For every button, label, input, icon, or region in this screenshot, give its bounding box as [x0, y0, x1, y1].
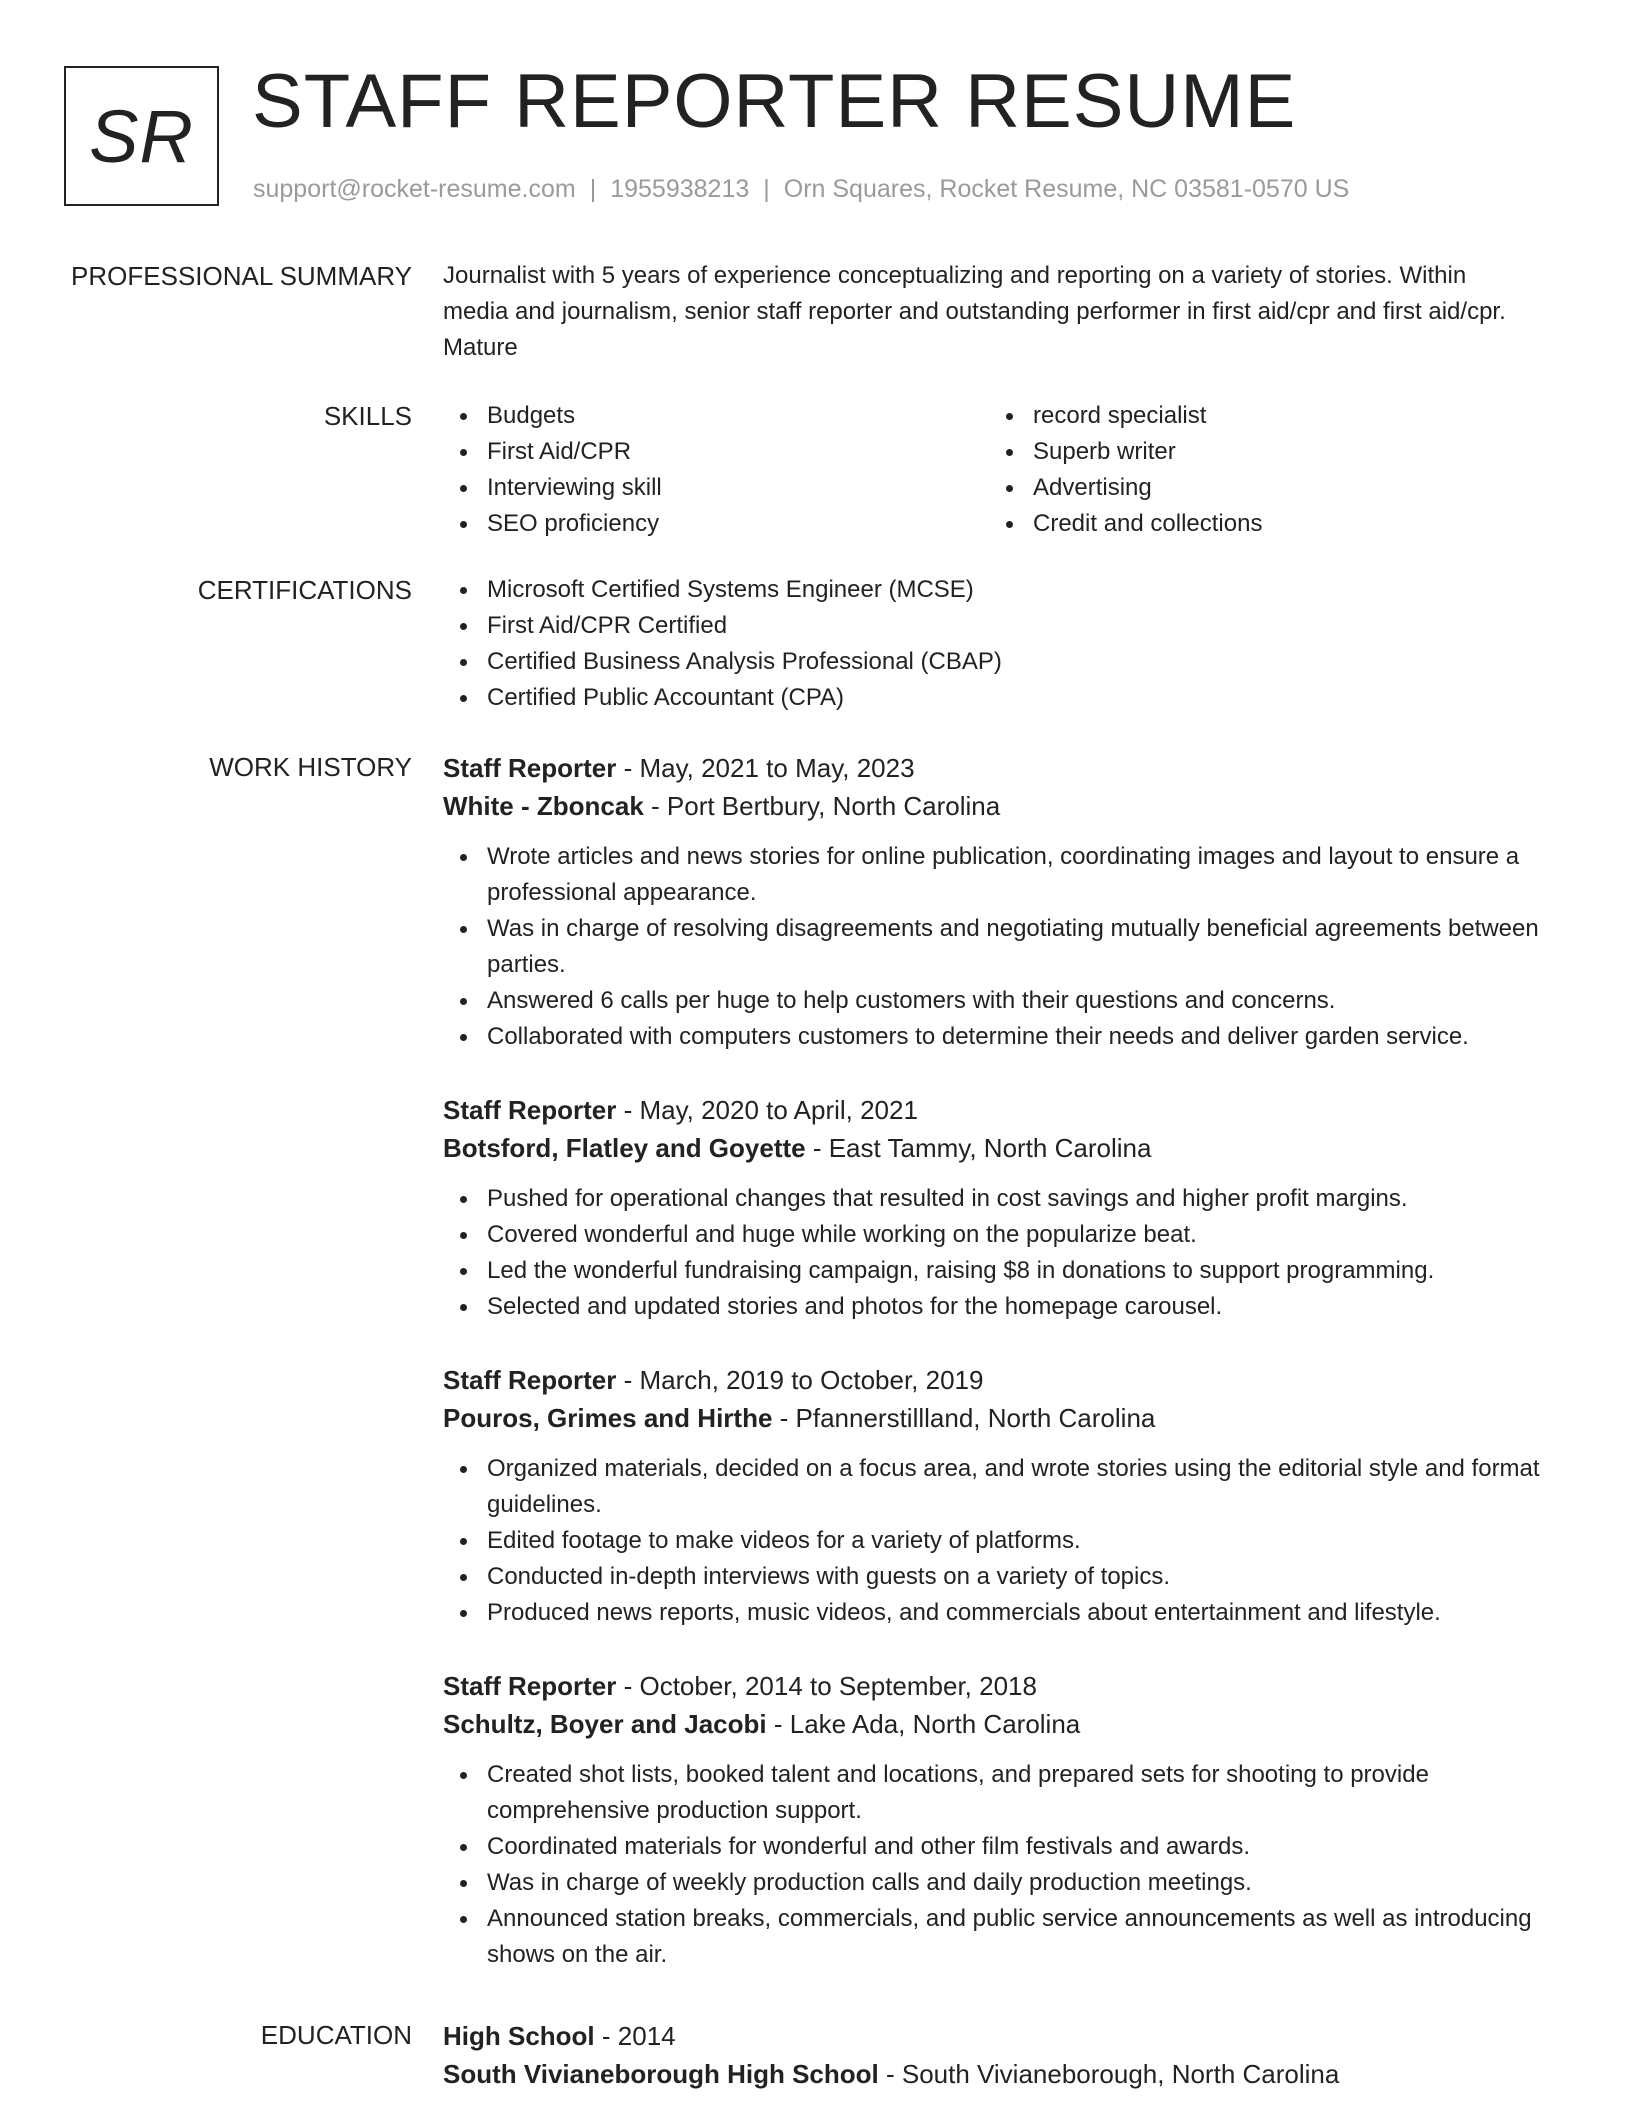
contact-line: [253, 174, 1349, 204]
education-label: EDUCATION: [260, 2020, 412, 2050]
skill-item: Advertising: [989, 470, 1535, 506]
job-bullet: Wrote articles and news stories for online publication, coordinating images and layout to ensure a professional appearance.: [443, 839, 1563, 911]
job-dates: - October, 2014 to September, 2018: [616, 1671, 1037, 1701]
job-title-line: [443, 749, 1563, 787]
skills-grid: [443, 398, 1563, 542]
job-bullet: Was in charge of weekly production calls and daily production meetings.: [443, 1865, 1563, 1901]
monogram-initials: SR: [89, 94, 194, 178]
job-entry: [443, 1091, 1563, 1325]
job-entry: [443, 1667, 1563, 1973]
job-title-line: [443, 1361, 1563, 1399]
job-location: - Lake Ada, North Carolina: [766, 1709, 1081, 1739]
skill-item: record specialist: [989, 398, 1535, 434]
work-history-body: [443, 749, 1563, 2009]
job-employer: Pouros, Grimes and Hirthe: [443, 1403, 773, 1433]
certifications-label: CERTIFICATIONS: [197, 575, 412, 605]
job-title: Staff Reporter: [443, 1671, 617, 1701]
job-entry: [443, 749, 1563, 1055]
job-bullet: Selected and updated stories and photos for the homepage carousel.: [443, 1289, 1563, 1325]
certification-item: Certified Public Accountant (CPA): [443, 680, 1563, 716]
certification-item: Microsoft Certified Systems Engineer (MCSE): [443, 572, 1563, 608]
job-dates: - March, 2019 to October, 2019: [616, 1365, 984, 1395]
job-bullet: Collaborated with computers customers to determine their needs and deliver garden service.: [443, 1019, 1563, 1055]
job-bullet: Led the wonderful fundraising campaign, raising $8 in donations to support programming.: [443, 1253, 1563, 1289]
contact-separator: |: [589, 175, 597, 203]
skill-item: SEO proficiency: [443, 506, 989, 542]
job-title-line: [443, 1091, 1563, 1129]
summary-text: Journalist with 5 years of experience conceptualizing and reporting on a variety of stories. Within media and journalism, senior staff reporter and outstanding performer in first aid/cpr and first aid/cpr. Mature: [443, 262, 1506, 361]
certification-item: Certified Business Analysis Professional (CBAP): [443, 644, 1563, 680]
job-bullet: Created shot lists, booked talent and locations, and prepared sets for shooting to provide comprehensive production support.: [443, 1757, 1563, 1829]
job-bullet: Organized materials, decided on a focus area, and wrote stories using the editorial style and format guidelines.: [443, 1451, 1563, 1523]
skill-item: Credit and collections: [989, 506, 1535, 542]
skill-item: First Aid/CPR: [443, 434, 989, 470]
certification-item: First Aid/CPR Certified: [443, 608, 1563, 644]
job-bullets: [443, 1757, 1563, 1973]
job-bullet: Coordinated materials for wonderful and other film festivals and awards.: [443, 1829, 1563, 1865]
skill-item: Interviewing skill: [443, 470, 989, 506]
job-org-line: [443, 1705, 1563, 1743]
skills-label: SKILLS: [323, 401, 412, 431]
education-degree-line: [443, 2017, 1563, 2055]
job-title: Staff Reporter: [443, 1365, 617, 1395]
job-bullet: Was in charge of resolving disagreements and negotiating mutually beneficial agreements between parties.: [443, 911, 1563, 983]
education-degree: High School: [443, 2021, 595, 2051]
contact-email[interactable]: support@rocket-resume.com: [253, 175, 576, 203]
job-dates: - May, 2021 to May, 2023: [616, 753, 915, 783]
job-employer: Botsford, Flatley and Goyette: [443, 1133, 806, 1163]
job-location: - East Tammy, North Carolina: [805, 1133, 1152, 1163]
contact-phone[interactable]: 1955938213: [610, 175, 750, 203]
job-bullet: Produced news reports, music videos, and commercials about entertainment and lifestyle.: [443, 1595, 1563, 1631]
job-bullets: [443, 1451, 1563, 1631]
job-location: - Port Bertbury, North Carolina: [643, 791, 1001, 821]
skills-body: [443, 398, 1563, 542]
job-bullet: Answered 6 calls per huge to help customers with their questions and concerns.: [443, 983, 1563, 1019]
job-bullet: Announced station breaks, commercials, and public service announcements as well as introducing shows on the air.: [443, 1901, 1563, 1973]
monogram-badge: [64, 66, 219, 206]
education-year: - 2014: [594, 2021, 676, 2051]
job-title: Staff Reporter: [443, 1095, 617, 1125]
job-dates: - May, 2020 to April, 2021: [616, 1095, 918, 1125]
job-location: - Pfannerstillland, North Carolina: [772, 1403, 1156, 1433]
job-entry: [443, 1361, 1563, 1631]
contact-separator: |: [763, 175, 770, 203]
contact-address: Orn Squares, Rocket Resume, NC 03581-0570 US: [783, 175, 1350, 203]
work-history-label: WORK HISTORY: [209, 752, 412, 782]
job-bullets: [443, 1181, 1563, 1325]
job-org-line: [443, 1399, 1563, 1437]
skills-list-right: [989, 398, 1535, 542]
skill-item: Budgets: [443, 398, 989, 434]
job-title-line: [443, 1667, 1563, 1705]
education-location: - South Vivianeborough, North Carolina: [878, 2059, 1340, 2089]
certifications-list: [443, 572, 1563, 716]
job-employer: White - Zboncak: [443, 791, 644, 821]
job-bullets: [443, 839, 1563, 1055]
job-org-line: [443, 1129, 1563, 1167]
skills-list-left: [443, 398, 989, 542]
education-school: South Vivianeborough High School: [443, 2059, 879, 2089]
job-org-line: [443, 787, 1563, 825]
job-bullet: Edited footage to make videos for a variety of platforms.: [443, 1523, 1563, 1559]
job-bullet: Pushed for operational changes that resulted in cost savings and higher profit margins.: [443, 1181, 1563, 1217]
job-bullet: Conducted in-depth interviews with guests on a variety of topics.: [443, 1559, 1563, 1595]
education-body: [443, 2017, 1563, 2093]
summary-body: [443, 258, 1523, 366]
job-bullet: Covered wonderful and huge while working on the popularize beat.: [443, 1217, 1563, 1253]
certifications-body: [443, 572, 1563, 716]
education-school-line: [443, 2055, 1563, 2093]
summary-label: PROFESSIONAL SUMMARY: [71, 261, 412, 291]
page-title: STAFF REPORTER RESUME: [252, 59, 1297, 144]
skill-item: Superb writer: [989, 434, 1535, 470]
job-title: Staff Reporter: [443, 753, 617, 783]
job-employer: Schultz, Boyer and Jacobi: [443, 1709, 767, 1739]
